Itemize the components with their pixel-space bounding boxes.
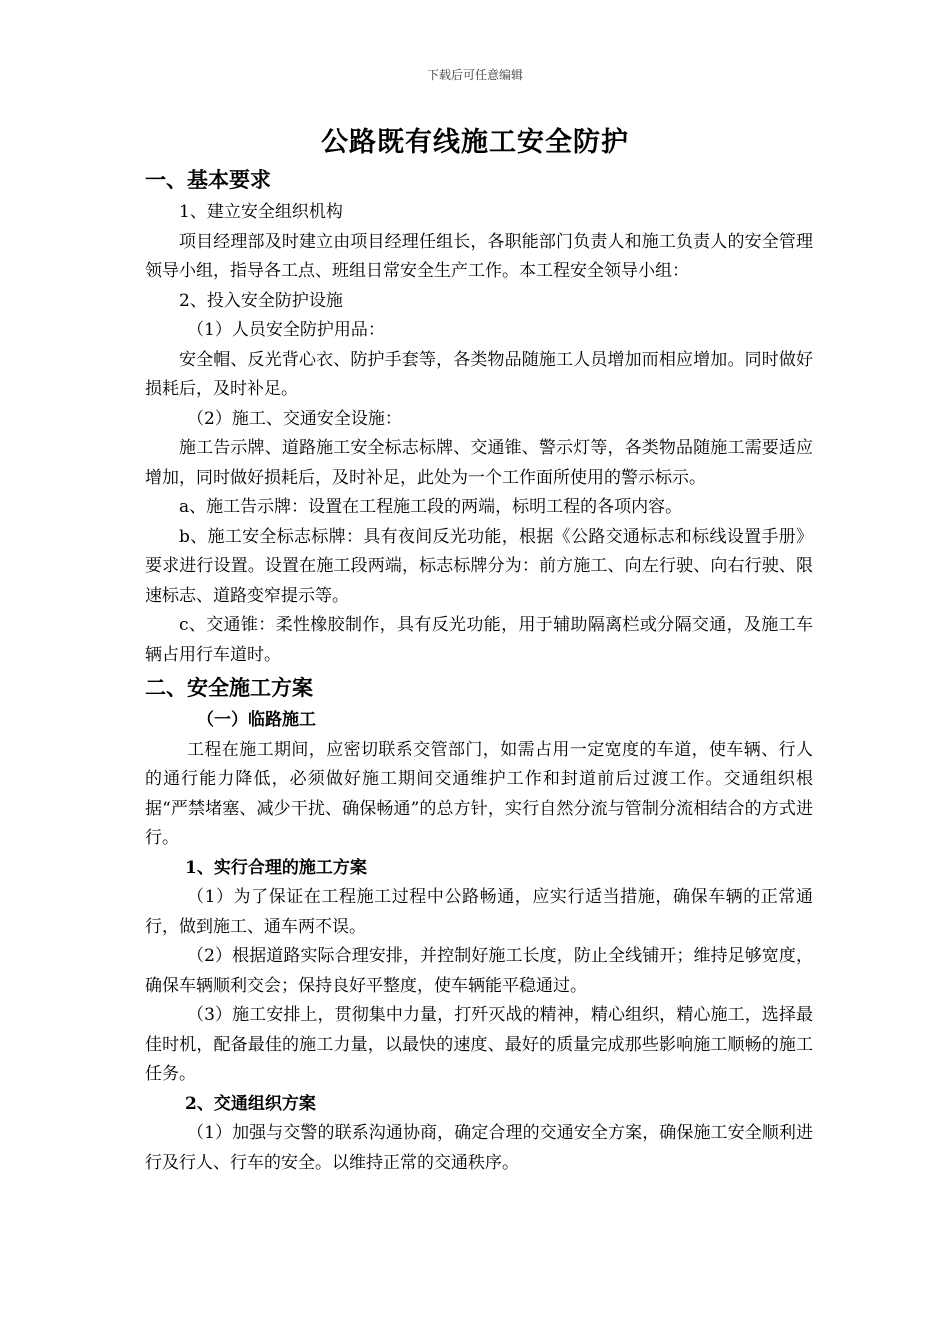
paragraph: （2）根据道路实际合理安排，并控制好施工长度，防止全线铺开；维持足够宽度，确保车辆顺利交会；保持良好平整度，使车辆能平稳通过。: [145, 946, 813, 996]
sub-heading: （一）临路施工: [197, 710, 316, 730]
document-body: [145, 162, 813, 1178]
sub-heading: 1、实行合理的施工方案: [185, 857, 367, 878]
paragraph: 安全帽、反光背心衣、防护手套等，各类物品随施工人员增加而相应增加。同时做好损耗后，及时补足。: [145, 349, 813, 399]
document-title: 公路既有线施工安全防护: [321, 127, 629, 158]
sub-heading: 2、交通组织方案: [185, 1093, 316, 1114]
paragraph: b、施工安全标志标牌：具有夜间反光功能，根据《公路交通标志和标线设置手册》要求进行设置。设置在施工段两端，标志标牌分为：前方施工、向左行驶、向右行驶、限速标志、道路变窄提示等。: [145, 526, 813, 606]
paragraph: 工程在施工期间，应密切联系交管部门，如需占用一定宽度的车道，使车辆、行人的通行能力降低，必须做好施工期间交通维护工作和封道前后过渡工作。交通组织根据“严禁堵塞、减少干扰、确保畅通”的总方针，实行自然分流与管制分流相结合的方式进行。: [145, 739, 813, 848]
item-heading: （1）人员安全防护用品：: [187, 320, 385, 340]
item-heading: 1、建立安全组织机构: [179, 202, 343, 222]
item-heading: （2）施工、交通安全设施：: [187, 408, 402, 429]
paragraph: （3）施工安排上，贯彻集中力量，打歼灭战的精神，精心组织，精心施工，选择最佳时机，配备最佳的施工力量，以最快的速度、最好的质量完成那些影响施工顺畅的施工任务。: [145, 1005, 813, 1084]
section-heading-safety-plan: 二、安全施工方案: [145, 675, 313, 700]
section-heading-basic-requirements: 一、基本要求: [145, 167, 271, 192]
paragraph: （1）为了保证在工程施工过程中公路畅通，应实行适当措施，确保车辆的正常通行，做到施工、通车两不误。: [145, 887, 813, 937]
paragraph: c、交通锥：柔性橡胶制作，具有反光功能，用于辅助隔离栏或分隔交通，及施工车辆占用行车道时。: [145, 615, 813, 665]
paragraph: 项目经理部及时建立由项目经理任组长，各职能部门负责人和施工负责人的安全管理领导小组，指导各工点、班组日常安全生产工作。本工程安全领导小组：: [145, 231, 813, 281]
paragraph: （1）加强与交警的联系沟通协商，确定合理的交通安全方案，确保施工安全顺利进行及行人、行车的安全。以维持正常的交通秩序。: [145, 1123, 813, 1173]
header-note: 下载后可任意编辑: [426, 68, 523, 82]
paragraph: a、施工告示牌：设置在工程施工段的两端，标明工程的各项内容。: [179, 497, 683, 517]
item-heading: 2、投入安全防护设施: [179, 290, 343, 311]
paragraph: 施工告示牌、道路施工安全标志标牌、交通锥、警示灯等，各类物品随施工需要适应增加，同时做好损耗后，及时补足，此处为一个工作面所使用的警示标示。: [145, 438, 813, 488]
